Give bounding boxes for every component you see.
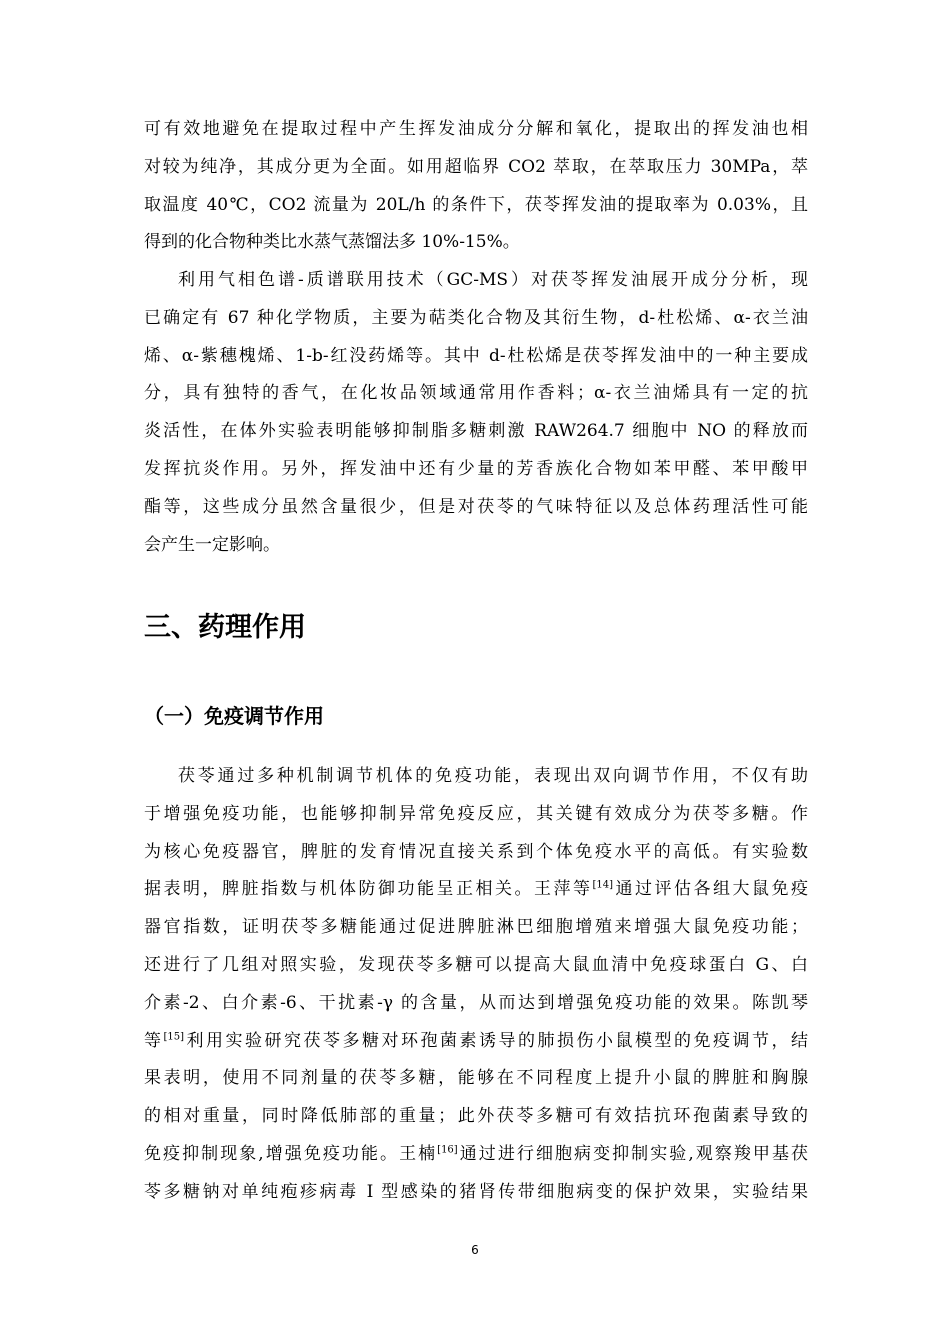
text-segment: 免疫抑制现象,增强免疫功能。王楠 (144, 1143, 438, 1164)
text-line: 烯、α-紫穗槐烯、1-b-红没药烯等。其中 d-杜松烯是茯苓挥发油中的一种主要成 (144, 345, 808, 366)
text-line: 介素-2、白介素-6、干扰素-γ 的含量，从而达到增强免疫功能的效果。陈凯琴 (144, 992, 808, 1013)
text-line: 发挥抗炎作用。另外，挥发油中还有少量的芳香族化合物如苯甲醛、苯甲酸甲 (144, 458, 808, 479)
section-heading: 三、药理作用 (144, 612, 306, 643)
paragraph-extraction-method (144, 111, 808, 262)
subsection-heading: （一）免疫调节作用 (144, 704, 324, 728)
text-segment: 通过评估各组大鼠免疫 (613, 879, 809, 900)
text-line: 还进行了几组对照实验，发现茯苓多糖可以提高大鼠血清中免疫球蛋白 G、白 (144, 954, 808, 975)
text-line: 已确定有 67 种化学物质，主要为萜类化合物及其衍生物，d-杜松烯、α-衣兰油 (144, 307, 808, 328)
paragraph-immune-regulation (144, 758, 808, 1212)
text-segment: 利用实验研究茯苓多糖对环孢菌素诱导的肺损伤小鼠模型的免疫调节，结 (184, 1030, 808, 1051)
citation-ref[interactable]: [16] (437, 1144, 458, 1156)
text-line: 果表明，使用不同剂量的茯苓多糖，能够在不同程度上提升小鼠的脾脏和胸腺 (144, 1068, 808, 1089)
text-segment: 等 (144, 1030, 164, 1051)
text-line (144, 1023, 808, 1061)
page-number: 6 (471, 1243, 479, 1257)
text-line: 茯苓通过多种机制调节机体的免疫功能，表现出双向调节作用，不仅有助 (178, 766, 808, 786)
text-line: 的相对重量，同时降低肺部的重量；此外茯苓多糖可有效拮抗环孢菌素导致的 (144, 1106, 808, 1127)
text-line: 为核心免疫器官，脾脏的发育情况直接关系到个体免疫水平的高低。有实验数 (144, 841, 808, 862)
text-line: 会产生一定影响。 (144, 534, 280, 555)
text-line: 器官指数，证明茯苓多糖能通过促进脾脏淋巴细胞增殖来增强大鼠免疫功能； (144, 917, 808, 938)
text-line: 酯等，这些成分虽然含量很少，但是对茯苓的气味特征以及总体药理活性可能 (144, 496, 808, 517)
citation-ref[interactable]: [15] (163, 1030, 185, 1042)
text-line (144, 1136, 808, 1174)
text-line: 苓多糖钠对单纯疱疹病毒 I 型感染的猪肾传带细胞病变的保护效果，实验结果 (144, 1181, 808, 1202)
text-line: 得到的化合物种类比水蒸气蒸馏法多 10%-15%。 (144, 232, 520, 253)
text-line: 分，具有独特的香气，在化妆品领域通常用作香料；α-衣兰油烯具有一定的抗 (144, 383, 808, 404)
citation-ref[interactable]: [14] (592, 879, 614, 891)
text-line: 利用气相色谱-质谱联用技术（GC-MS）对茯苓挥发油展开成分分析，现 (178, 270, 808, 290)
text-line (144, 871, 808, 909)
text-line: 对较为纯净，其成分更为全面。如用超临界 CO2 萃取，在萃取压力 30MPa，萃 (144, 156, 808, 177)
text-line: 于增强免疫功能，也能够抑制异常免疫反应，其关键有效成分为茯苓多糖。作 (144, 803, 808, 824)
paragraph-gcms-analysis (144, 262, 808, 564)
text-segment: 通过进行细胞病变抑制实验,观察羧甲基茯 (457, 1143, 809, 1164)
text-segment: 据表明，脾脏指数与机体防御功能呈正相关。王萍等 (144, 879, 593, 900)
text-line: 可有效地避免在提取过程中产生挥发油成分分解和氧化，提取出的挥发油也相 (144, 119, 808, 139)
text-line: 炎活性，在体外实验表明能够抑制脂多糖刺激 RAW264.7 细胞中 NO 的释放而 (144, 421, 808, 442)
text-line: 取温度 40℃，CO2 流量为 20L/h 的条件下，茯苓挥发油的提取率为 0.03%，且 (144, 194, 808, 215)
